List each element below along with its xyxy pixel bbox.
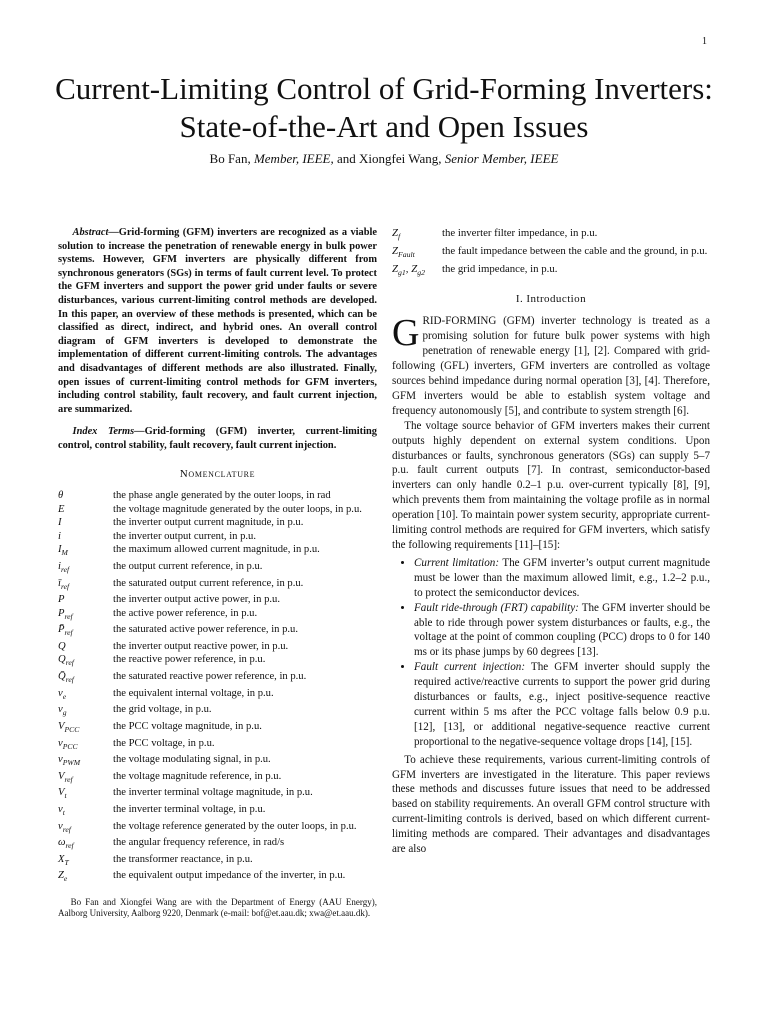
- nomenclature-symbol: $Z_{Fault}$: [392, 245, 415, 260]
- index-terms-label: Index Terms: [72, 426, 135, 438]
- nomenclature-description: the inverter terminal voltage, in p.u.: [113, 803, 266, 815]
- nomenclature-symbol: P: [58, 594, 65, 606]
- nomenclature-symbol: i: [58, 530, 61, 542]
- requirement-text: The GFM inverter should supply the required active/reactive currents to support the power grid during disturbances or faults, e.g., inject positive-sequence reactive current within 5 ms after the PCC voltage falls below 0.9 p.u. [12], [13], or additional negative-sequence reactive current proportional to the negative-sequence voltage drops [14], [15].: [414, 661, 710, 748]
- nomenclature-entry: [392, 262, 710, 280]
- nomenclature-symbol: E: [58, 503, 65, 515]
- requirement-label: Fault ride-through (FRT) capability:: [414, 601, 579, 614]
- author-footnote: Bo Fan and Xiongfei Wang are with the Department of Energy (AAU Energy), Aalborg University, Aalborg 9220, Denmark (e-mail: bof@et.aau.dk; xwa@et.aau.dk).: [58, 896, 377, 919]
- intro-paragraph-2: The voltage source behavior of GFM inverters makes their current outputs highly dependent on external system conditions. Upon disturbances or faults, synchronous generators (SGs) can supply 5–7 p.u. fault current outputs [7]. In contrast, semiconductor-based inverters can only handle 0.2–1 p.u. over-current typically [8], [9], which prevents them from maintaining the voltage profile as in normal operation [10]. To maintain power system security, appropriate current-limiting control methods are required for GFM inverters, which satisfy the following requirements [11]–[15]:: [392, 419, 710, 551]
- nomenclature-description: the voltage modulating signal, in p.u.: [113, 754, 271, 766]
- section-heading-introduction: [392, 292, 710, 307]
- nomenclature-symbol: $Z_{g1}$, $Z_{g2}$: [392, 263, 425, 278]
- nomenclature-symbol: $ī_{ref}$: [58, 577, 70, 591]
- nomenclature-symbol: $i_{ref}$: [58, 561, 70, 575]
- left-column: [58, 226, 377, 920]
- nomenclature-entry: [58, 530, 377, 544]
- requirements-list: [392, 556, 710, 750]
- nomenclature-description: the fault impedance between the cable and the ground, in p.u.: [442, 245, 708, 258]
- author-line: [0, 151, 768, 167]
- nomenclature-symbol: $v_{PWM}$: [58, 754, 81, 768]
- intro-paragraph-1: [392, 314, 710, 418]
- nomenclature-symbol: $I_M$: [58, 544, 68, 558]
- author-2: and Xiongfei Wang,: [336, 151, 442, 166]
- nomenclature-description: the reactive power reference, in p.u.: [113, 654, 266, 666]
- nomenclature-description: the inverter output current, in p.u.: [113, 530, 256, 542]
- nomenclature-description: the saturated output current reference, in p.u.: [113, 577, 304, 589]
- list-item: [414, 660, 710, 749]
- nomenclature-heading: Nomenclature: [179, 467, 256, 480]
- nomenclature-symbol: $V_{ref}$: [58, 770, 73, 784]
- nomenclature-symbol: $P_{ref}$: [58, 607, 73, 621]
- nomenclature-symbol: $Q_{ref}$: [58, 654, 74, 668]
- author-1: Bo Fan,: [209, 151, 251, 166]
- nomenclature-description: the grid voltage, in p.u.: [113, 704, 212, 716]
- nomenclature-symbol: I: [58, 517, 62, 529]
- nomenclature-symbol: $v_t$: [58, 803, 65, 818]
- nomenclature-symbol: $v_e$: [58, 687, 67, 701]
- nomenclature-description: the inverter output reactive power, in p.u.: [113, 640, 289, 652]
- index-terms-text: —Grid-forming (GFM) inverter, current-limiting control, control stability, fault recovery, fault current injection.: [58, 426, 377, 451]
- nomenclature-description: the inverter filter impedance, in p.u.: [442, 227, 598, 239]
- nomenclature-list: [58, 489, 377, 886]
- abstract: [58, 226, 377, 416]
- index-terms: [58, 425, 377, 452]
- nomenclature-description: the saturated active power reference, in p.u.: [113, 624, 299, 636]
- nomenclature-entry: [58, 753, 377, 770]
- nomenclature-entry: [58, 489, 377, 503]
- author-2-role: Senior Member, IEEE: [444, 151, 559, 166]
- nomenclature-entry: [58, 737, 377, 754]
- nomenclature-symbol: $\omega_{ref}$: [58, 837, 74, 851]
- drop-cap: G: [392, 312, 420, 355]
- nomenclature-entry: [58, 670, 377, 687]
- nomenclature-entry: [58, 516, 377, 530]
- nomenclature-entry: [58, 593, 377, 607]
- nomenclature-description: the phase angle generated by the outer loops, in rad: [113, 490, 331, 502]
- paper-title: [0, 70, 768, 146]
- nomenclature-symbol: $P̄_{ref}$: [58, 624, 73, 638]
- nomenclature-description: the maximum allowed current magnitude, in p.u.: [113, 544, 320, 556]
- nomenclature-description: the grid impedance, in p.u.: [442, 263, 558, 276]
- nomenclature-entry: [58, 853, 377, 870]
- nomenclature-symbol: Q: [58, 640, 66, 652]
- nomenclature-description: the transformer reactance, in p.u.: [113, 853, 253, 865]
- nomenclature-entry: [58, 607, 377, 624]
- title-line-2: State-of-the-Art and Open Issues: [179, 109, 589, 144]
- nomenclature-entry: [58, 836, 377, 853]
- nomenclature-description: the voltage reference generated by the outer loops, in p.u.: [113, 820, 357, 832]
- nomenclature-entry: [392, 244, 710, 262]
- nomenclature-description: the angular frequency reference, in rad/s: [113, 837, 285, 849]
- title-line-1: Current-Limiting Control of Grid-Forming Inverters:: [55, 71, 713, 106]
- right-column: [392, 226, 710, 857]
- abstract-text: —Grid-forming (GFM) inverters are recognized as a viable solution to increase the penetration of renewable energy in bulk power systems. However, GFM inverters are physically different from synchronous generators (SGs) in terms of fault current level. To protect the GFM inverters and support the power grid under faults or severe disturbances, various current-limiting control methods are developed. In this paper, an overview of these methods is presented, which can be classified as direct, indirect, and hybrid ones. An overall control diagram of GFM inverters is developed to demonstrate the implementation of different current-limiting controls. The advantages and disadvantages of different methods are also illustrated. Finally, open issues of current-limiting control methods for GFM inverters, including control stability, fault recovery, and fault current injection, are summarized.: [58, 227, 377, 415]
- nomenclature-description: the voltage magnitude reference, in p.u.: [113, 770, 282, 782]
- nomenclature-description: the voltage magnitude generated by the outer loops, in p.u.: [113, 503, 362, 515]
- nomenclature-symbol: $V_t$: [58, 787, 67, 801]
- abstract-label: Abstract: [72, 227, 109, 238]
- nomenclature-symbol: $Q̄_{ref}$: [58, 671, 74, 685]
- nomenclature-description: the equivalent internal voltage, in p.u.: [113, 687, 274, 699]
- nomenclature-description: the PCC voltage magnitude, in p.u.: [113, 720, 262, 732]
- nomenclature-entry: [58, 623, 377, 640]
- nomenclature-description: the inverter output active power, in p.u.: [113, 594, 280, 606]
- nomenclature-symbol: $X_T$: [58, 853, 69, 867]
- nomenclature-symbol: $Z_e$: [58, 870, 68, 884]
- nomenclature-entry: [58, 653, 377, 670]
- nomenclature-entry: [58, 786, 377, 803]
- requirement-label: Current limitation:: [414, 556, 500, 569]
- nomenclature-entry: [392, 226, 710, 244]
- nomenclature-entry: [58, 640, 377, 654]
- nomenclature-entry: [58, 720, 377, 737]
- nomenclature-entry: [58, 820, 377, 837]
- nomenclature-entry: [58, 560, 377, 577]
- nomenclature-symbol: $v_{PCC}$: [58, 737, 78, 751]
- nomenclature-symbol: $v_{ref}$: [58, 820, 71, 834]
- list-item: [414, 556, 710, 601]
- nomenclature-description: the equivalent output impedance of the inverter, in p.u.: [113, 870, 346, 882]
- nomenclature-entry: [58, 543, 377, 560]
- requirement-text: The GFM inverter’s output current magnitude must be lower than the maximum allowed limit, e.g., 1.2–2 p.u., to protect the semiconductor devices.: [414, 556, 710, 599]
- intro-heading-text: I. Introduction: [515, 293, 587, 306]
- requirement-label: Fault current injection:: [414, 661, 526, 674]
- nomenclature-symbol: $Z_f$: [392, 227, 401, 242]
- nomenclature-description: the PCC voltage, in p.u.: [113, 737, 215, 749]
- nomenclature-description: the saturated reactive power reference, in p.u.: [113, 671, 307, 683]
- nomenclature-entry: [58, 869, 377, 886]
- list-item: [414, 601, 710, 661]
- nomenclature-entry: [58, 577, 377, 594]
- page-number: 1: [702, 36, 707, 47]
- nomenclature-description: the active power reference, in p.u.: [113, 607, 258, 619]
- nomenclature-symbol: $V_{PCC}$: [58, 720, 80, 734]
- nomenclature-entry: [58, 803, 377, 820]
- nomenclature-entry: [58, 770, 377, 787]
- nomenclature-list-continued: [392, 226, 710, 280]
- nomenclature-description: the inverter output current magnitude, in p.u.: [113, 517, 304, 529]
- intro-paragraph-3: To achieve these requirements, various current-limiting controls of GFM inverters are investigated in the literature. This paper reviews these methods and discusses future issues that need to be addressed based on stability requirements. An overall GFM control structure with current-limiting controls is derived, based on which different current-limiting methods are compared. Their advantages and disadvantages are also: [392, 753, 710, 856]
- nomenclature-entry: [58, 503, 377, 517]
- nomenclature-entry: [58, 687, 377, 704]
- author-1-role: Member, IEEE,: [253, 151, 334, 166]
- requirement-text: The GFM inverter should be able to ride through power system disturbances or faults, e.g., the voltage at the point of common coupling (PCC) drops to 0 for 140 ms or its phase jumps by 60 degrees [13].: [414, 601, 711, 659]
- nomenclature-description: the output current reference, in p.u.: [113, 561, 263, 573]
- nomenclature-symbol: θ: [58, 490, 64, 502]
- nomenclature-symbol: $v_g$: [58, 704, 67, 718]
- nomenclature-description: the inverter terminal voltage magnitude, in p.u.: [113, 787, 313, 799]
- intro-p1-text: RID-FORMING (GFM) inverter technology is treated as a promising solution for future bulk power systems with high penetration of renewable energy [1], [2]. Compared with grid-following (GFL) inverters, GFM inverters are controlled as voltage sources behind impedance during normal operation [3], [4]. Therefore, GFM inverters would be able to establish system voltage and frequency autonomously [5], and contribute to system strength [6].: [392, 315, 710, 417]
- nomenclature-entry: [58, 703, 377, 720]
